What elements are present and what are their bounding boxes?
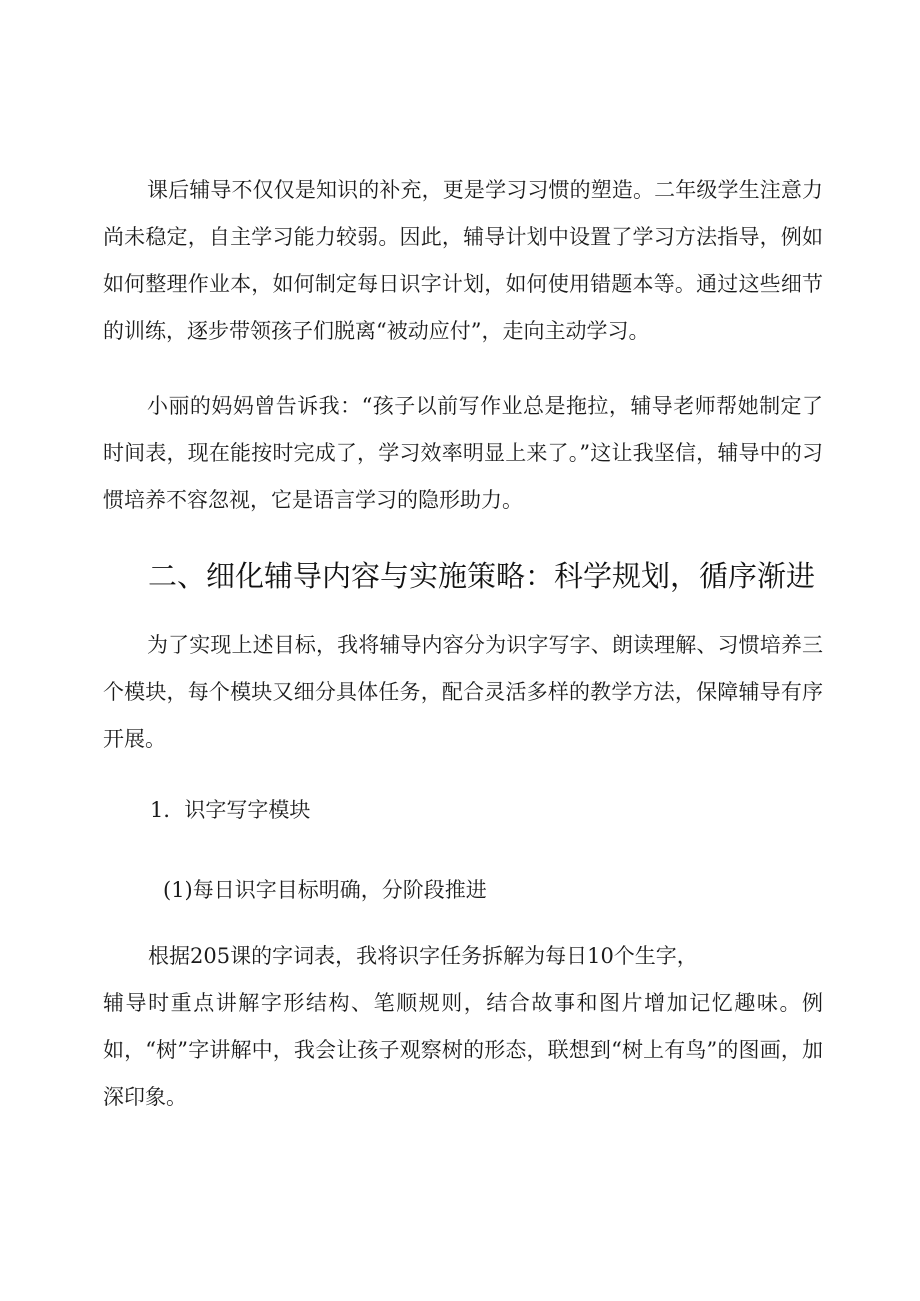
- paragraph-habit-training: 课后辅导不仅仅是知识的补充，更是学习习惯的塑造。二年级学生注意力尚未稳定，自主学习能力较弱。因此，辅导计划中设置了学习方法指导，例如如何整理作业本，如何制定每日识字计划，如何使用错题本等。通过这些细节的训练，逐步带领孩子们脱离“被动应付”，走向主动学习。: [103, 178, 823, 343]
- paragraph-daily-characters-rest: 辅导时重点讲解字形结构、笔顺规则，结合故事和图片增加记忆趣味。例如，“树”字讲解中，我会让孩子观察树的形态，联想到“树上有鸟”的图画，加深印象。: [103, 991, 823, 1109]
- paragraph-parent-feedback: 小丽的妈妈曾告诉我：“孩子以前写作业总是拖拉，辅导老师帮她制定了时间表，现在能按时完成了，学习效率明显上来了。”这让我坚信，辅导中的习惯培养不容忽视，它是语言学习的隐形助力。: [103, 394, 823, 512]
- section-heading: 二、细化辅导内容与实施策略：科学规划，循序渐进: [148, 559, 816, 593]
- paragraph-daily-characters-line1: 根据205课的字词表，我将识字任务拆解为每日10个生字，: [148, 944, 698, 968]
- item-heading: (1)每日识字目标明确，分阶段推进: [163, 878, 487, 902]
- subsection-heading: 1．识字写字模块: [150, 798, 311, 822]
- paragraph-module-overview: 为了实现上述目标，我将辅导内容分为识字写字、朗读理解、习惯培养三个模块，每个模块又细分具体任务，配合灵活多样的教学方法，保障辅导有序开展。: [103, 633, 823, 751]
